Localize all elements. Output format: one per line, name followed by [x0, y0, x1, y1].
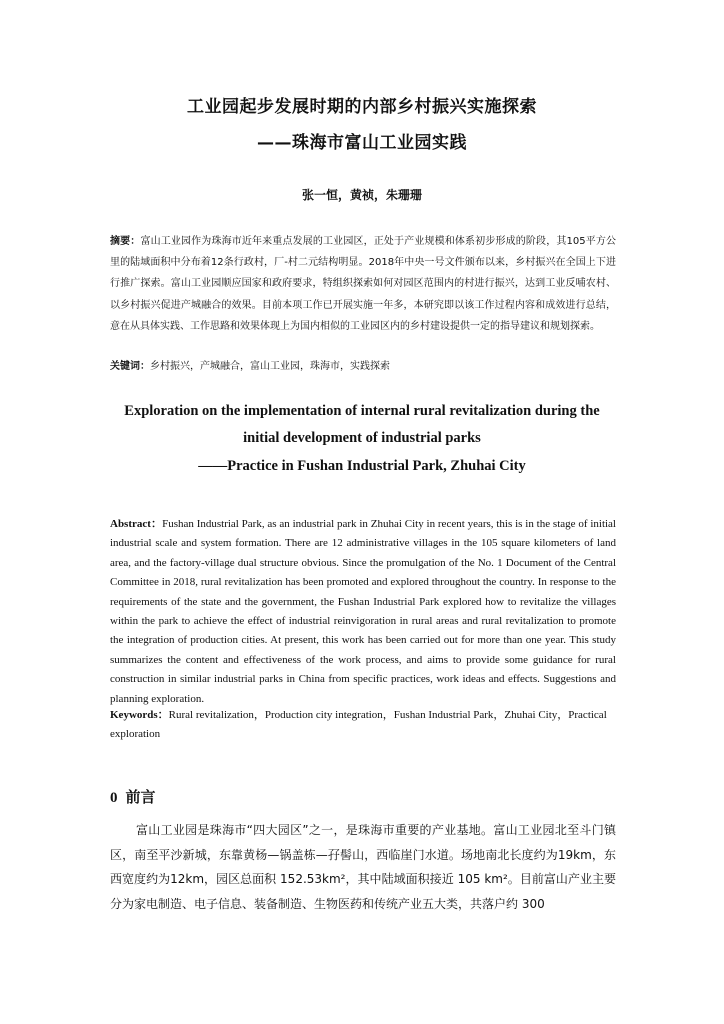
abstract-en [110, 515, 616, 709]
section-title: 前言 [125, 788, 156, 806]
keywords-cn-label: 关键词： [110, 361, 150, 372]
keywords-cn-text: 乡村振兴，产城融合，富山工业园，珠海市，实践探索 [150, 361, 390, 372]
keywords-en [110, 706, 616, 745]
section-heading [110, 786, 156, 807]
abstract-en-text: Fushan Industrial Park, as an industrial park in Zhuhai City in recent years, this is in the stage of initial industrial scale and system formation. There are 12 administrative villages in the 105 square kilometers of land area, and the factory-village dual structure obvious. Since the promulgation of the No. 1 Document of the Central Committee in 2018, rural revitalization has been promoted and explored throughout the country. In response to the requirements of the state and the government, the Fushan Industrial Park explored how to revitalize the villages within the park to achieve the effect of industrial reinvigoration in rural areas and rural revitalization to promote the integration of production cities. At present, this work has been carried out for more than one year. This study summarizes the content and effectiveness of the work process, and aims to provide some guidance for rural construction in similar industrial parks in China from specific practices, work ideas and effects. Suggestions and planning exploration. [110, 518, 616, 705]
abstract-cn-text: 富山工业园作为珠海市近年来重点发展的工业园区，正处于产业规模和体系初步形成的阶段，其105平方公里的陆域面积中分布着12条行政村，厂-村二元结构明显。2018年中央一号文件颁布以来，乡村振兴在全国上下进行推广探索。富山工业园顺应国家和政府要求，特组织探索如何对园区范围内的村进行振兴，达到工业反哺农村、以乡村振兴促进产城融合的效果。目前本项工作已开展实施一年多，本研究即以该工作过程内容和成效进行总结，意在从具体实践、工作思路和效果体现上为国内相似的工业园区内的乡村建设提供一定的指导建议和规划探索。 [110, 236, 616, 332]
title-en-line2: initial development of industrial parks [243, 430, 481, 446]
keywords-en-text: Rural revitalization，Production city integration，Fushan Industrial Park，Zhuhai City，Practical exploration [110, 709, 607, 741]
author-list: 张一恒，黄祯，朱珊珊 [301, 188, 422, 202]
abstract-en-label: Abstract： [110, 518, 163, 530]
keywords-cn [110, 358, 616, 376]
title-cn-line1: 工业园起步发展时期的内部乡村振兴实施探索 [187, 97, 537, 117]
title-cn-line2: ——珠海市富山工业园实践 [257, 133, 467, 153]
title-en-line1: Exploration on the implementation of internal rural revitalization during the [124, 403, 600, 419]
keywords-en-label: Keywords： [110, 709, 169, 721]
abstract-cn [110, 231, 616, 337]
title-en-line3: ——Practice in Fushan Industrial Park, Zhuhai City [198, 458, 526, 474]
abstract-cn-label: 摘要： [110, 236, 141, 247]
section-number: 0 [110, 790, 118, 806]
body-paragraph: 富山工业园是珠海市“四大园区”之一，是珠海市重要的产业基地。富山工业园北至斗门镇区，南至平沙新城，东靠黄杨—锅盖栋—孖髻山，西临崖门水道。场地南北长度约为19km，东西宽度约为12km，园区总面积 152.53km²，其中陆域面积接近 105 km²。目前富山产业主要分为家电制造、电子信息、装备制造、生物医药和传统产业五大类，共落户约 300 [110, 823, 616, 911]
